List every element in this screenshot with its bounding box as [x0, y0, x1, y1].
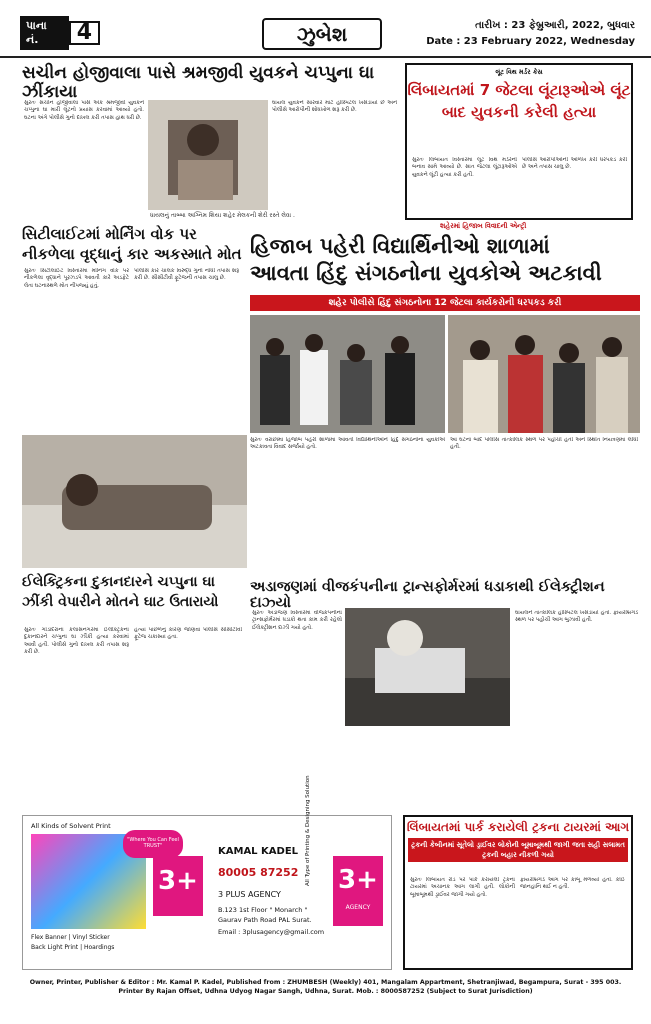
footer-line-1: Owner, Printer, Publisher & Editor : Mr. Kamal P. Kadel, Published from : ZHUMBESH (Weekly) 401, Mangalam Appartment, Shetranjiwad, Begampura, Surat - 395 003. [29, 979, 622, 986]
story7-col2: ફાયરબ્રિગેડે આગ પર કાબૂ મેળવ્યો હતો. કોઈ જાનહાનિ થઈ ન હતી. [520, 877, 625, 891]
story2-headline: લિંબાયતમાં 7 જેટલા લૂંટારૂઓએ લૂંટ બાદ યુવકની કરેલી હત્યા [407, 81, 631, 121]
ad-bubble: "Where You Can Feel TRUST" [123, 830, 183, 858]
story7-col1: સુરતઃ લિંબાયત રોડ પર પાર્ક કરાયેલી ટ્રકના ટાયરમાં અચાનક આગ લાગી હતી. લોકોની બૂમાબૂમથી ડ્રાઈવર જાગી ગયો હતો. [410, 877, 515, 898]
story5-photo [22, 435, 247, 568]
newspaper-logo: ઝુબેશ [262, 18, 382, 50]
masthead [0, 0, 651, 58]
ad-agency: 3 PLUS AGENCY [218, 890, 281, 899]
story2-col1: સુરતઃ લિંબાયત વિસ્તારમાં લૂંટ વિથ મર્ડરનો બનાવ સામે આવ્યો છે. સાત જેટલા લૂંટારૂઓએ યુવકને લૂંટી હત્યા કરી હતી. [412, 157, 517, 178]
story2-box [405, 63, 633, 220]
story4-kicker: શહેરમાં હિજાબ વિવાદની એન્ટ્રી [440, 222, 527, 230]
story4-col2: આ ઘટના બાદ પોલીસ તાત્કાલિક સ્થળ પર પહોંચી હતી અને સ્થિતિ નિયંત્રણમાં લીધી હતી. [450, 437, 638, 451]
story4-photo-left [250, 315, 445, 433]
story2-col2: પોલીસે આરોપીઓની ઓળખ કરી ધરપકડ કરી છે અને તપાસ ચાલુ છે. [522, 157, 627, 171]
story6-photo [345, 608, 510, 726]
story5-col2: હત્યા પાછળનું કારણ જાણવા પોલીસે સીસીટીવી ફૂટેજ ચકાસ્યા હતા. [134, 627, 242, 641]
story1-photo [148, 100, 268, 210]
story1-caption: ધાયલનું તાબ્બા અગ્નિમ શિયા શહેર મેલકની શેરી રસ્તે લેવા . [150, 212, 295, 219]
ad-logo-sub: AGENCY [345, 904, 371, 911]
story7-subbar: ટ્રકની કેબીનમાં સૂતેલો ડ્રાઈવર લોકોની બૂમાબૂમથી જાગી જતા સહી સલામત ટ્રકની બહાર નીકળી ગયો [408, 838, 628, 862]
ad-tags-1: Flex Banner | Vinyl Sticker [31, 934, 110, 941]
story3-col2: પોલીસે કાર ચાલક વિરુદ્ધ ગુનો નોંધી તપાસ શરૂ કરી છે. સીસીટીવી ફૂટેજની તપાસ ચાલુ છે. [134, 268, 239, 282]
story2-kicker: લૂંટ વિથ મર્ડર કેસ [495, 68, 543, 76]
ad-name: KAMAL KADEL [218, 846, 299, 857]
ad-address-1: B.123 1st Floor " Monarch " [218, 906, 308, 914]
story4-headline-line2: આવતા હિંદુ સંગઠનોના યુવકોએ અટકાવી [250, 261, 602, 285]
ad-side-text: All Type of Printing & Designing Solution [305, 775, 311, 886]
story6-col1: સુરતઃ અડાજણ વિસ્તારમાં વીજકંપનીના ટ્રાન્સફોર્મરમાં ધડાકો થતા કામ કરી રહેલો ઈલેક્ટ્રીશન દાઝી ગયો હતો. [252, 610, 342, 631]
story4-photo-right [448, 315, 640, 433]
story6-headline: અડાજણમાં વીજકંપનીના ટ્રાન્સફોર્મરમાં ધડાકાથી ઈલેક્ટ્રીશન દાઝ્યો [250, 579, 605, 611]
ad-address-2: Gaurav Path Road PAL Surat. [218, 916, 312, 924]
advertisement [22, 775, 392, 970]
ad-logo-small: 3+ [153, 856, 203, 916]
story1-col2: ઘાયલ યુવકને સારવાર માટે હોસ્પિટલ ખસેડાયો છે અને પોલીસે આરોપીની શોધખોળ શરૂ કરી છે. [272, 100, 397, 114]
ad-logo-large [333, 856, 383, 926]
footer [0, 978, 651, 996]
date-english: Date : 23 February 2022, Wednesday [426, 36, 635, 47]
story7-headline: લિંબાયતમાં પાર્ક કરાયેલી ટ્રકના ટાયરમાં આગ [406, 820, 630, 834]
page-number-box [20, 19, 100, 46]
ad-tags-2: Back Light Print | Hoardings [31, 944, 115, 951]
page-number: 4 [69, 21, 100, 45]
footer-line-2: Printer By Rajan Offset, Udhna Udyog Nagar Sangh, Udhna, Surat. Mob. : 8000587252 (Subject to Surat Jurisdiction) [118, 988, 533, 995]
story4-headline-line1: હિજાબ પહેરી વિદ્યાર્થિનીઓ શાળામાં [250, 234, 550, 258]
page-label: પાના નં. [20, 16, 69, 50]
ad-kicker: All Kinds of Solvent Print [31, 822, 111, 830]
story3-col1: સુરતઃ સિટીલાઈટ વિસ્તારમાં મોર્નિંગ વોક પર નીકળેલા વૃદ્ધાને પૂરઝડપે આવતી કારે અડફેટે લેતા ઘટનાસ્થળે મોત નીપજ્યું હતું. [24, 268, 129, 289]
ad-logo-mark: 3+ [338, 865, 378, 895]
story1-col1: સુરતઃ સચીન હોજીવાલા પાસે એક શ્રમજીવી યુવકને ચપ્પુના ઘા મારી લૂંટનો પ્રયાસ કરવામાં આવ્યો હતો. ઘટના અંગે પોલીસે ગુનો દાખલ કરી તપાસ હાથ ધરી છે. [24, 100, 144, 121]
story7-box [403, 815, 633, 970]
story4-subbar: શહેર પોલીસે હિંદુ સંગઠનોના 12 જેટલા કાર્યકરોની ધરપકડ કરી [250, 295, 640, 311]
story3-headline: સિટીલાઈટમાં મોર્નિંગ વોક પર નીકળેલા વૃદ્ધાનું કાર અકસ્માતે મોત [22, 225, 242, 263]
story4-col1: સુરતઃ વરાછામાં હિજાબ પહેરી શાળામાં આવતી વિદ્યાર્થિનીઓને હિંદુ સંગઠનોના યુવકોએ અટકાવતા વિવાદ સર્જાયો હતો. [250, 437, 445, 451]
ad-phone: 80005 87252 [218, 866, 299, 879]
story5-col1: સુરતઃ ગોડાદરાના કૈલાસનગરમાં ઈલેક્ટ્રિકના દુકાનદારને ચપ્પુના ઘા ઝીંકી હત્યા કરવામાં આવી હતી. પોલીસે ગુનો દાખલ કરી તપાસ શરૂ કરી છે. [24, 627, 129, 656]
story5-headline: ઈલેક્ટ્રિકના દુકાનદારને ચપ્પુના ઘા ઝીંકી વેપારીને મોતને ઘાટ ઉતારાયો [22, 574, 219, 610]
ad-email: Email : 3plusagency@gmail.com [218, 928, 325, 936]
story1-headline: સચીન હોજીવાલા પાસે શ્રમજીવી યુવકને ચપ્પુના ઘા ઝીંકાયા [22, 63, 375, 102]
date-gujarati: તારીખ : 23 ફેબ્રુઆરી, 2022, બુધવાર [475, 20, 635, 31]
story6-col2: ઘાયલને તાત્કાલિક હોસ્પિટલ ખસેડાયો હતો. ફાયરબ્રિગેડે સ્થળ પર પહોંચી આગ બુઝાવી હતી. [515, 610, 638, 624]
